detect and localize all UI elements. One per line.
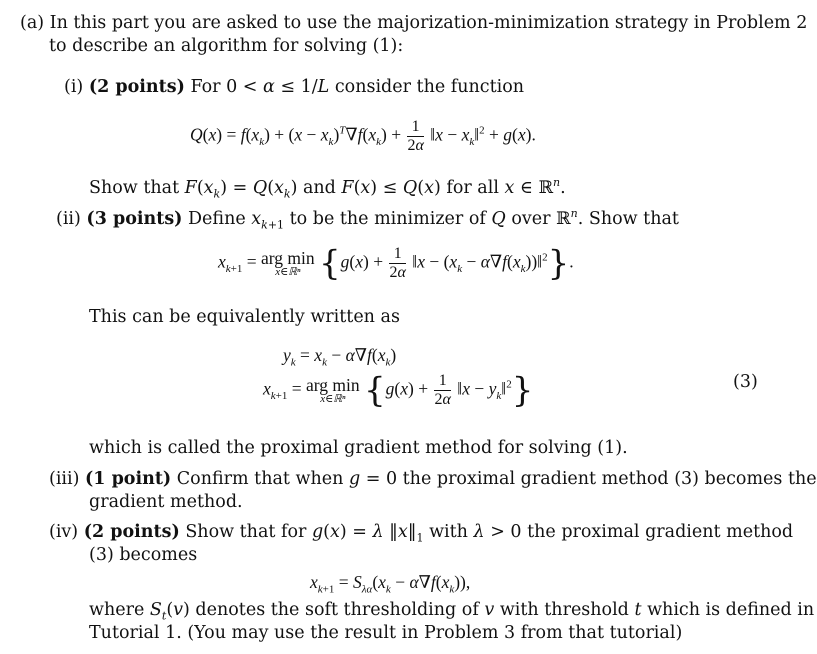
equation-yk: $y_k = x_k - \alpha\nabla f(x_k)$ [283,345,397,369]
item-iv-line1: (iv) (2 points) Show that for g(x) = λ $‖x‖_1$ with λ > 0 the proximal gradient method [49,522,794,545]
item-i-show: Show that $F(x_k) = Q(x_k)$ and F(x) ≤ Q(x) for all x ∈ ℝ$^n$. [89,176,566,201]
equation-prox-step: $x_{k+1}$ = arg min x∈ℝⁿ {g(x) + $\frac{1}{2\alpha}$ ‖x − $y_k‖^2$} [263,370,534,411]
argmin-operator: arg min x∈ℝⁿ [261,248,315,278]
equation-soft-threshold: $x_{k+1} = S_{\lambda\alpha}(x_k - \alpha\nabla f(x_k))$, [310,572,471,596]
equivalent-text: This can be equivalently written as [89,307,400,327]
argmin-operator-2: arg min x∈ℝⁿ [306,375,360,405]
equation-number-3: (3) [733,372,758,392]
item-ii-heading: (ii) (3 points) Define $x_{k+1}$ to be the minimizer of Q over ℝ$^n$. Show that [56,207,679,232]
item-iii-line2: gradient method. [89,492,243,512]
part-a-intro-line1: (a) In this part you are asked to use the majorization-minimization strategy in Problem 2 [20,13,808,33]
proximal-gradient-text: which is called the proximal gradient method for solving (1). [89,438,628,458]
fraction-1-over-2alpha-3: $\frac{1}{2\alpha}$ [434,372,451,408]
item-iv-line2: (3) becomes [89,545,198,565]
equation-Q: $Q(x) = f(x_k) + (x - x_k)^T\nabla f(x_k)$ + $\frac{1}{2\alpha}$ ‖x − $x_k‖^2 + g(x)$. [190,118,536,154]
part-a-intro-line2: to describe an algorithm for solving (1): [49,36,404,56]
fraction-1-over-2alpha: $\frac{1}{2\alpha}$ [407,118,424,154]
item-iv-where-line2: Tutorial 1. (You may use the result in Problem 3 from that tutorial) [89,623,683,643]
item-iv-where-line1: where $S_t(v)$ denotes the soft thresholding of v with threshold t which is defined in [89,600,815,623]
item-iii-line1: (iii) (1 point) Confirm that when g = 0 the proximal gradient method (3) becomes the [49,469,817,489]
fraction-1-over-2alpha-2: $\frac{1}{2\alpha}$ [389,245,406,281]
item-i-heading: (i) (2 points) For 0 < α ≤ 1/L consider the function [64,77,525,97]
equation-xk1-argmin: $x_{k+1}$ = arg min x∈ℝⁿ {g(x) + $\frac{1}{2\alpha}$ ‖x − ($x_k$ − $\alpha\nabla f(x_k))‖^2$}. [218,243,574,284]
